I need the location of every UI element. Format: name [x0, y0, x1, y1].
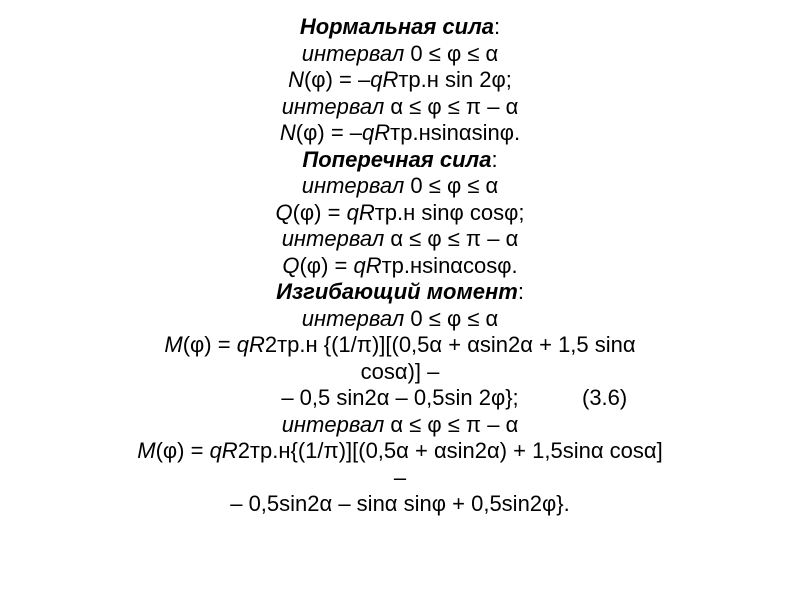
- interval-range: α ≤ φ ≤ π – α: [384, 411, 519, 437]
- heading-colon: :: [494, 14, 501, 39]
- formula-slide: [0, 14, 800, 518]
- normal-force-heading-line: [0, 14, 800, 41]
- normal-formula-1: [0, 67, 800, 94]
- formula-part: (φ) =: [155, 438, 210, 463]
- formula-part: 2тр.н{(1/π)][(0,5α + αsin2α) + 1,5sinα cosα]: [237, 438, 663, 463]
- interval-range: α ≤ φ ≤ π – α: [384, 226, 519, 251]
- formula-part: (φ) =: [182, 332, 237, 357]
- interval-range: 0 ≤ φ ≤ α: [404, 40, 499, 66]
- formula-part: – 0,5 sin2α – 0,5sin 2φ};: [281, 385, 519, 410]
- moment-formula-1a: [0, 332, 800, 359]
- interval-range: 0 ≤ φ ≤ α: [404, 305, 499, 331]
- formula-load: qR: [370, 67, 399, 92]
- normal-interval-1: [0, 41, 800, 68]
- formula-part: (φ) = –: [303, 67, 371, 92]
- formula-load: qR: [362, 120, 391, 145]
- shear-interval-2: [0, 226, 800, 253]
- formula-part: тр.нsinαsinφ.: [390, 120, 521, 145]
- interval-word: интервал: [301, 173, 405, 198]
- normal-interval-2: [0, 94, 800, 121]
- formula-part: тр.н sinφ cosφ;: [374, 199, 525, 225]
- interval-word: интервал: [301, 40, 405, 66]
- formula-part: 2тр.н {(1/π)][(0,5α + αsin2α + 1,5 sinα: [264, 332, 636, 357]
- moment-formula-2c: – 0,5sin2α – sinα sinφ + 0,5sin2φ}.: [230, 491, 570, 516]
- normal-force-heading: Нормальная сила: [299, 14, 495, 39]
- formula-part: тр.нsinαcosφ.: [381, 252, 518, 278]
- bending-moment-heading: Изгибающий момент: [276, 279, 518, 304]
- shear-interval-1: [0, 173, 800, 200]
- interval-word: интервал: [281, 93, 385, 119]
- interval-word: интервал: [281, 411, 385, 437]
- formula-symbol: M: [164, 332, 183, 357]
- formula-symbol: N: [288, 67, 304, 92]
- shear-formula-1: [0, 200, 800, 227]
- formula-load: qR: [209, 438, 238, 463]
- shear-force-heading: Поперечная сила: [302, 146, 492, 172]
- interval-word: интервал: [281, 226, 385, 251]
- formula-symbol: M: [137, 438, 156, 463]
- formula-symbol: Q: [282, 252, 300, 278]
- shear-formula-2: [0, 253, 800, 280]
- formula-load: qR: [346, 199, 375, 225]
- formula-symbol: Q: [275, 199, 293, 225]
- bending-moment-heading-line: [0, 279, 800, 306]
- formula-part: (φ) =: [292, 199, 347, 225]
- interval-word: интервал: [301, 305, 405, 331]
- formula-part: (φ) = –: [295, 120, 363, 145]
- moment-formula-1b: cosα)] –: [360, 358, 440, 384]
- interval-range: α ≤ φ ≤ π – α: [384, 93, 519, 119]
- formula-part: тр.н sin 2φ;: [398, 67, 512, 92]
- formula-part: (φ) =: [299, 252, 354, 278]
- moment-formula-2a: [0, 438, 800, 465]
- formula-load: qR: [353, 252, 382, 278]
- moment-interval-2: [0, 412, 800, 439]
- interval-range: 0 ≤ φ ≤ α: [404, 173, 499, 198]
- heading-colon: :: [517, 279, 524, 304]
- formula-load: qR: [236, 332, 265, 357]
- normal-formula-2: [0, 120, 800, 147]
- equation-number: (3.6): [582, 385, 628, 410]
- formula-symbol: N: [279, 120, 296, 145]
- shear-force-heading-line: [0, 147, 800, 174]
- moment-formula-2b: –: [393, 464, 407, 490]
- heading-colon: :: [491, 146, 498, 172]
- moment-formula-1c: [0, 385, 800, 412]
- moment-interval-1: [0, 306, 800, 333]
